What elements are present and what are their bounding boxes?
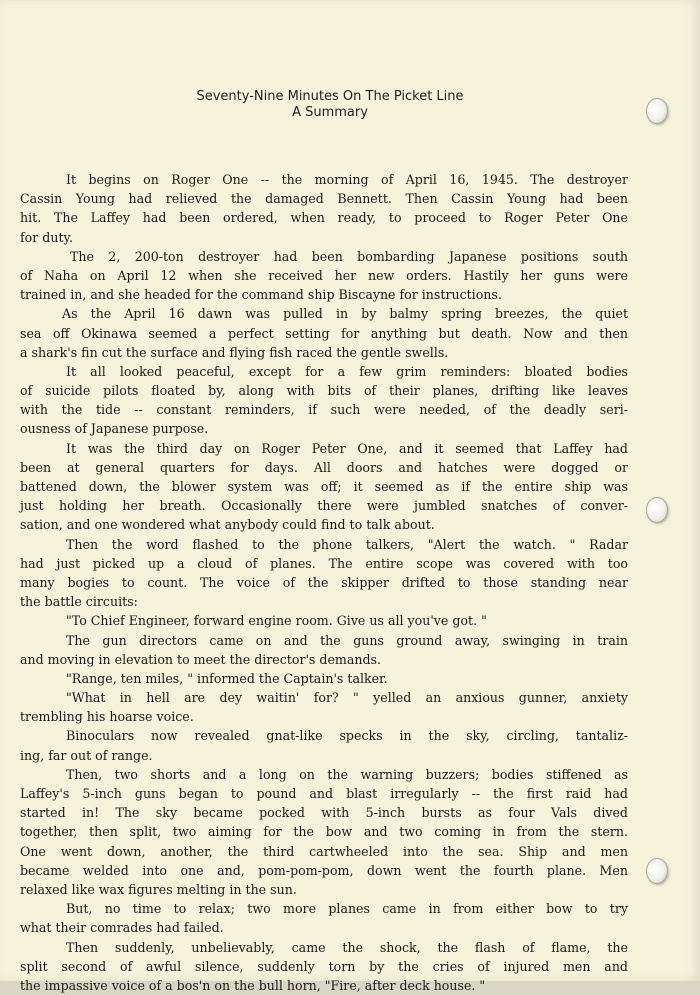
- document-subtitle: A Summary: [292, 105, 368, 120]
- text-line: It all looked peaceful, except for a few grim reminders: bloated bodies: [66, 363, 628, 379]
- text-line: "To Chief Engineer, forward engine room. Give us all you've got. ": [66, 613, 487, 629]
- text-line: had just picked up a cloud of planes. The entire scope was covered with too: [20, 555, 628, 571]
- text-line: of Naha on April 12 when she received her new orders. Hastily her guns were: [20, 267, 628, 283]
- text-line: Then, two shorts and a long on the warning buzzers; bodies stiffened as: [66, 766, 628, 782]
- text-line: many bogies to count. The voice of the skipper drifted to those standing near: [20, 574, 628, 590]
- text-line: trained in, and she headed for the command ship Biscayne for instructions.: [20, 287, 502, 303]
- text-line: became welded into one and, pom-pom-pom, down went the fourth plane. Men: [20, 862, 628, 878]
- text-line: But, no time to relax; two more planes came in from either bow to try: [66, 901, 628, 917]
- text-line: of suicide pilots floated by, along with bits of their planes, drifting like leaves: [20, 383, 628, 399]
- binder-hole: [646, 497, 668, 523]
- text-line: It was the third day on Roger Peter One, and it seemed that Laffey had: [66, 440, 628, 456]
- text-line: "Range, ten miles, " informed the Captain's talker.: [66, 670, 388, 686]
- text-line: just holding her breath. Occasionally there were jumbled snatches of conver-: [20, 498, 628, 514]
- text-line: sation, and one wondered what anybody could find to talk about.: [20, 517, 435, 533]
- text-line: As the April 16 dawn was pulled in by balmy spring breezes, the quiet: [62, 306, 628, 322]
- text-line: a shark's fin cut the surface and flying fish raced the gentle swells.: [20, 344, 449, 360]
- text-line: Then suddenly, unbelievably, came the shock, the flash of flame, the: [66, 939, 628, 955]
- text-line: Laffey's 5-inch guns began to pound and blast irregularly -- the first raid had: [20, 786, 628, 801]
- text-line: the battle circuits:: [20, 594, 138, 610]
- text-line: It begins on Roger One -- the morning of April 16, 1945. The destroyer: [66, 172, 628, 187]
- text-line: what their comrades had failed.: [20, 920, 224, 936]
- document-title: Seventy-Nine Minutes On The Picket Line: [196, 89, 464, 104]
- text-line: trembling his hoarse voice.: [20, 709, 194, 725]
- text-line: together, then split, two aiming for the bow and two coming in from the stern.: [20, 824, 628, 840]
- text-line: relaxed like wax figures melting in the sun.: [20, 881, 297, 897]
- text-line: been at general quarters for days. All doors and hatches were dogged or: [20, 459, 628, 475]
- text-line: One went down, another, the third cartwheeled into the sea. Ship and men: [20, 843, 628, 859]
- text-line: ousness of Japanese purpose.: [20, 421, 209, 437]
- text-line: Cassin Young had relieved the damaged Bennett. Then Cassin Young had been: [20, 191, 628, 207]
- text-line: The 2, 200-ton destroyer had been bombarding Japanese positions south: [70, 248, 628, 264]
- text-line: sea off Okinawa seemed a perfect setting for anything but death. Now and then: [20, 325, 628, 341]
- text-line: Then the word flashed to the phone talkers, "Alert the watch. " Radar: [66, 536, 628, 552]
- text-line: split second of awful silence, suddenly torn by the cries of injured men and: [20, 958, 628, 974]
- text-line: the impassive voice of a bos'n on the bull horn, "Fire, after deck house. ": [20, 977, 486, 993]
- text-line: with the tide -- constant reminders, if such were needed, of the deadly seri-: [20, 402, 628, 418]
- text-line: started in! The sky became pocked with 5-inch bursts as four Vals dived: [20, 805, 628, 821]
- text-line: ing, far out of range.: [20, 747, 153, 763]
- text-line: battened down, the blower system was off; it seemed as if the entire ship was: [20, 479, 628, 494]
- text-line: "What in hell are dey waitin' for? " yelled an anxious gunner, anxiety: [66, 690, 628, 706]
- text-line: hit. The Laffey had been ordered, when ready, to proceed to Roger Peter One: [20, 210, 628, 226]
- text-line: Binoculars now revealed gnat-like specks in the sky, circling, tantaliz-: [66, 728, 628, 744]
- binder-hole: [646, 858, 668, 884]
- text-line: for duty.: [20, 229, 73, 245]
- body-text: [20, 170, 628, 995]
- text-line: and moving in elevation to meet the director's demands.: [20, 651, 382, 667]
- text-line: The gun directors came on and the guns ground away, swinging in train: [66, 632, 628, 648]
